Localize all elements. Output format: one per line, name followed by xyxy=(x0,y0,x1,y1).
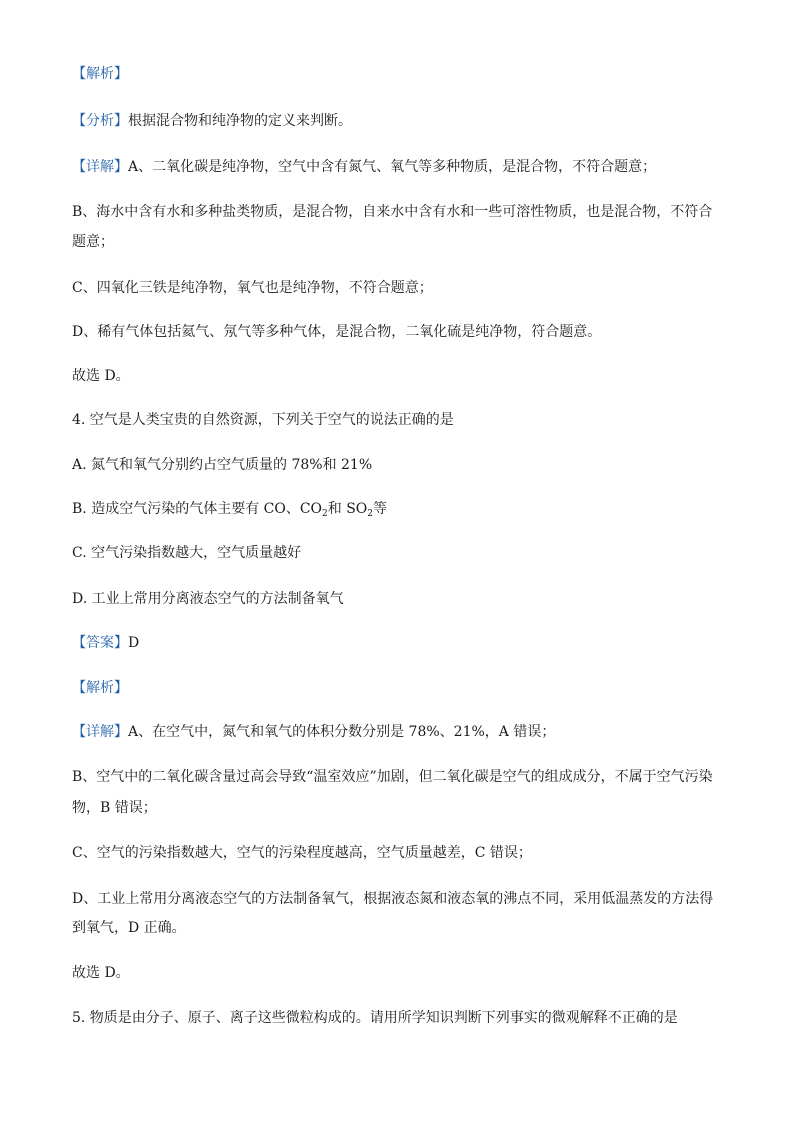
fenxi-text: 根据混合物和纯净物的定义来判断。 xyxy=(128,113,352,129)
q4-stem: 4. 空气是人类宝贵的自然资源，下列关于空气的说法正确的是 xyxy=(72,412,454,428)
q3-detail-b-line1: B、海水中含有水和多种盐类物质，是混合物，自来水中含有水和一些可溶性物质，也是混合物，不符合 xyxy=(72,204,713,220)
q4-detail-c: C、空气的污染指数越大，空气的污染程度越高，空气质量越差，C 错误； xyxy=(72,845,532,861)
q4-answer-line xyxy=(72,633,722,653)
q4-option-c: C. 空气污染指数越大，空气质量越好 xyxy=(72,545,302,561)
q4-detail-b-line1: B、空气中的二氧化碳含量过高会导致“温室效应”加剧，但二氧化碳是空气的组成成分，不属于空气污染 xyxy=(72,769,713,785)
q4-detail-d-line2: 到氧气，D 正确。 xyxy=(72,920,186,936)
q4-conclusion: 故选 D。 xyxy=(72,965,130,981)
detail-a-text: A、在空气中，氮气和氧气的体积分数分别是 78%、21%，A 错误； xyxy=(128,724,556,740)
q3-conclusion: 故选 D。 xyxy=(72,368,130,384)
q5-stem: 5. 物质是由分子、原子、离子这些微粒构成的。请用所学知识判断下列事实的微观解释不正确的是 xyxy=(72,1010,678,1026)
q4-option-d: D. 工业上常用分离液态空气的方法制备氧气 xyxy=(72,591,344,607)
q4-analysis-heading xyxy=(72,678,722,698)
detail-tag: 【详解】 xyxy=(72,159,128,175)
analysis-tag: 【解析】 xyxy=(72,680,128,696)
fenxi-tag: 【分析】 xyxy=(72,113,128,129)
q4-option-a: A. 氮气和氧气分别约占空气质量的 78%和 21% xyxy=(72,457,373,473)
q4-detail-a xyxy=(72,722,722,742)
answer-value: D xyxy=(128,635,140,651)
q3-analysis-heading xyxy=(72,64,722,84)
q3-detail-a xyxy=(72,157,722,177)
option-b-mid: 和 SO xyxy=(327,501,368,517)
q3-detail-b-line2: 题意； xyxy=(72,234,114,250)
analysis-tag: 【解析】 xyxy=(72,66,128,82)
co2-subscript: 2 xyxy=(322,509,328,519)
detail-a-text: A、二氧化碳是纯净物，空气中含有氮气、氧气等多种物质，是混合物，不符合题意； xyxy=(128,159,657,175)
detail-tag: 【详解】 xyxy=(72,724,128,740)
q3-detail-d: D、稀有气体包括氦气、氖气等多种气体，是混合物，二氧化硫是纯净物，符合题意。 xyxy=(72,324,602,340)
q3-fenxi-line xyxy=(72,111,722,131)
answer-tag: 【答案】 xyxy=(72,635,128,651)
q3-detail-c: C、四氧化三铁是纯净物，氧气也是纯净物，不符合题意； xyxy=(72,280,433,296)
q4-detail-d-line1: D、工业上常用分离液态空气的方法制备氧气，根据液态氮和液态氧的沸点不同，采用低温蒸发的方法得 xyxy=(72,891,714,907)
q4-option-b xyxy=(72,499,722,519)
q4-detail-b-line2: 物，B 错误； xyxy=(72,800,157,816)
option-b-post: 等 xyxy=(373,501,388,517)
so2-subscript: 2 xyxy=(367,509,374,519)
option-b-pre: B. 造成空气污染的气体主要有 CO、CO xyxy=(72,501,323,517)
